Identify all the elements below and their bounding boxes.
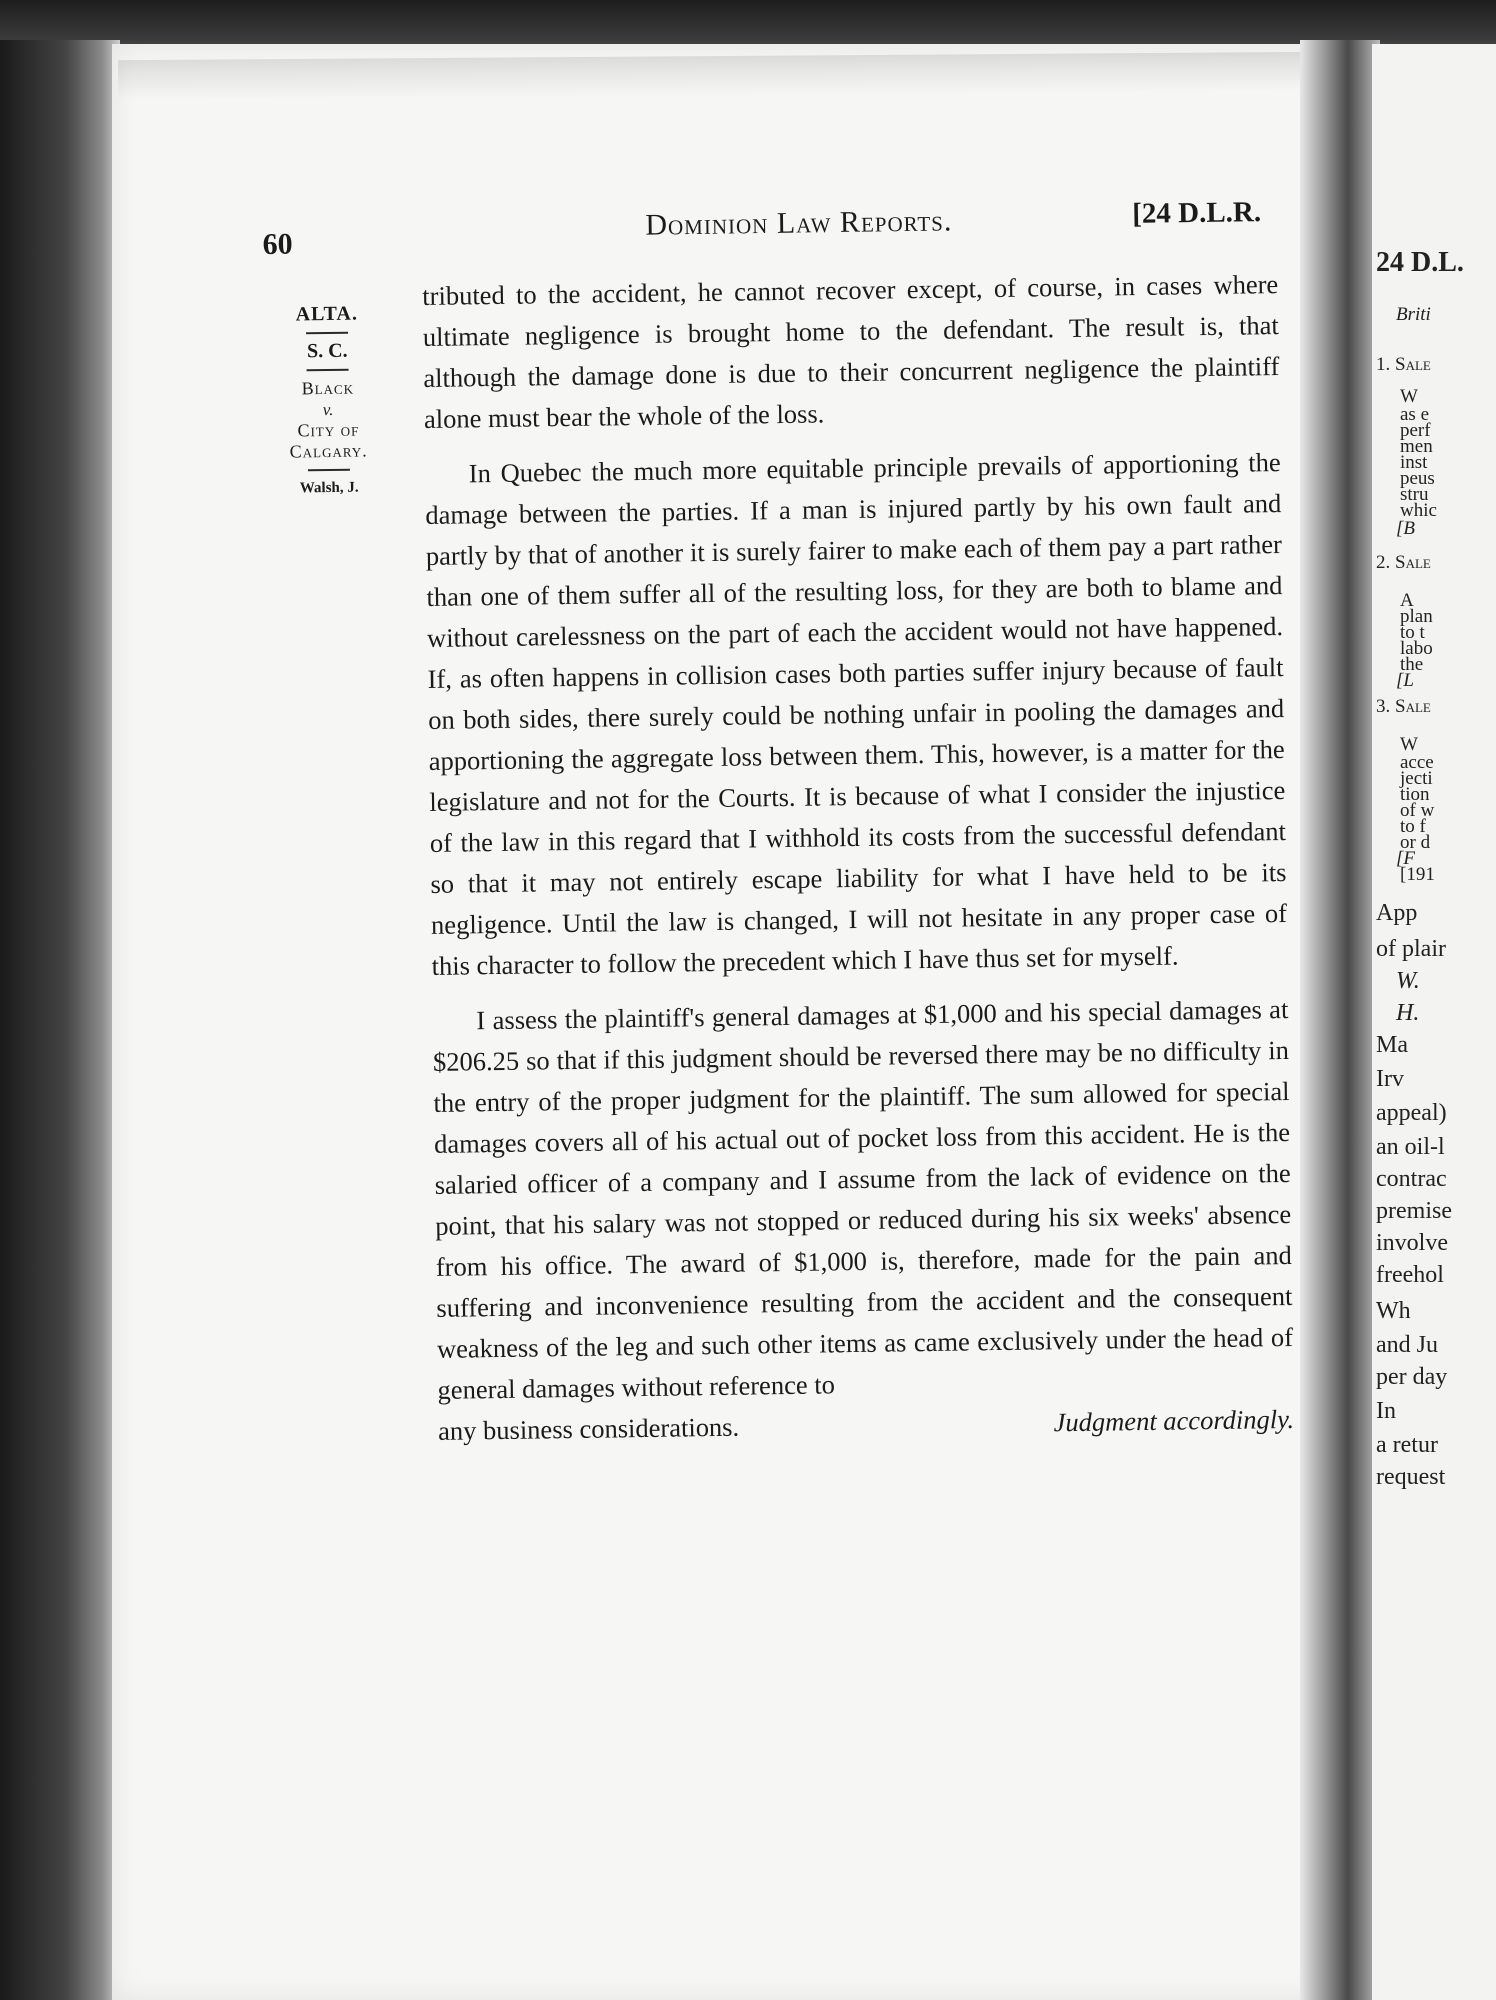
facing-line: freehol <box>1376 1262 1444 1288</box>
page-right-partial <box>1372 44 1496 2000</box>
facing-line: A <box>1400 590 1414 611</box>
facing-line: W <box>1400 386 1418 407</box>
book-page-stack-edge <box>0 40 120 2000</box>
sidebar-rule <box>306 332 348 335</box>
case-sidebar <box>277 303 380 499</box>
facing-line: an oil-l <box>1376 1134 1445 1160</box>
book-gutter <box>1300 40 1380 2000</box>
facing-line: inst <box>1400 452 1428 473</box>
paragraph-3: I assess the plaintiff's general damages at $1,000 and his special damages at $206.25 so that if this judgment should be reversed there may be no difficulty in the entry of the proper judgment for the plaintiff. The sum allowed for special damages covers all of his actual out of pocket loss from this accident. He is the salaried officer of a company and I assume from the lack of evidence on the point, that his salary was not stopped or reduced during his six weeks' absence from his office. The award of $1,000 is, therefore, made for the pain and suffering and inconvenience resulting from the accident and the consequent weakness of the leg and such other items as came exclusively under the head of general damages without reference to <box>432 993 1294 1405</box>
facing-line: jecti <box>1400 768 1433 789</box>
facing-line: [B <box>1396 518 1415 539</box>
page-curl-shadow <box>118 52 1328 100</box>
sidebar-rule <box>307 369 349 372</box>
facing-line: a retur <box>1376 1432 1438 1458</box>
facing-line: stru <box>1400 484 1429 505</box>
facing-line: W <box>1400 734 1418 755</box>
paragraph-2: In Quebec the much more equitable principle prevails of apportioning the damage between the parties. If a man is injured partly by his own fault and partly by that of another it is surely fairer to make each of them pay a part rather than one of them suffer all of the resulting loss, for they are both to blame and without carelessness on the part of each the accident would not have happened. If, as often happens in collision cases both parties suffer injury because of fault on both sides, there surely could be nothing unfair in pooling the damages and apportioning the aggregate loss between them. This, however, is a matter for the legislature and not for the Courts. It is because of what I consider the injustice of the law in this regard that I withhold its costs from the successful defendant so that it may not entirely escape liability for what I have held to be its negligence. Until the law is changed, I will not hesitate in any proper case of this character to follow the precedent which I have thus set for myself. <box>425 447 1288 981</box>
facing-line: request <box>1376 1464 1446 1490</box>
sidebar-division: S. C. <box>306 339 348 363</box>
judgment-accordingly: Judgment accordingly. <box>1053 1403 1295 1438</box>
facing-line: men <box>1400 436 1433 457</box>
sidebar-judge: Walsh, J. <box>299 479 359 497</box>
facing-line: Ma <box>1376 1032 1408 1058</box>
facing-line: the <box>1400 654 1424 675</box>
facing-line: and Ju <box>1376 1332 1438 1358</box>
facing-line: [F <box>1396 848 1415 869</box>
facing-running-head: 24 D.L. <box>1376 247 1464 278</box>
facing-line: H. <box>1396 1000 1420 1026</box>
facing-line: acce <box>1400 752 1434 773</box>
facing-line: to f <box>1400 816 1426 837</box>
facing-line: of w <box>1400 800 1435 821</box>
facing-line: 3. Sale <box>1376 696 1431 717</box>
sidebar-party-2-line-1: City of <box>297 419 360 441</box>
facing-line: In <box>1376 1398 1396 1424</box>
closing-text: any business considerations. <box>437 1411 740 1446</box>
paragraph-1: tributed to the accident, he cannot recover except, of course, in cases where ultimate negligence is brought home to the defendant. The result is, that although the damage done is due to their concurrent negligence the plaintiff alone must bear the whole of the loss. <box>422 269 1280 434</box>
facing-line: plan <box>1400 606 1433 627</box>
facing-line: premise <box>1376 1198 1452 1224</box>
sidebar-versus: v. <box>322 399 334 420</box>
sidebar-party-1: Black <box>301 377 355 399</box>
journal-title: Dominion Law Reports. <box>645 204 953 242</box>
sidebar-court: ALTA. <box>295 302 359 326</box>
facing-line: contrac <box>1376 1166 1447 1192</box>
facing-line: Irv <box>1376 1066 1404 1092</box>
sidebar-rule <box>308 469 350 472</box>
facing-line: of plair <box>1376 936 1446 962</box>
facing-line: 1. Sale <box>1376 354 1431 375</box>
facing-line: [191 <box>1400 864 1435 885</box>
facing-line: [L <box>1396 670 1414 691</box>
facing-line: as e <box>1400 404 1430 425</box>
facing-line: 2. Sale <box>1376 552 1431 573</box>
facing-line: per day <box>1376 1364 1448 1390</box>
facing-line: tion <box>1400 784 1430 805</box>
page-number: 60 <box>262 227 293 261</box>
facing-line: App <box>1376 900 1418 926</box>
judgment-text <box>422 264 1294 1452</box>
facing-line: involve <box>1376 1230 1448 1256</box>
facing-line: Briti <box>1396 304 1431 325</box>
facing-line: perf <box>1400 420 1431 441</box>
facing-line: W. <box>1396 968 1420 994</box>
facing-line: labo <box>1400 638 1433 659</box>
facing-line: or d <box>1400 832 1431 853</box>
facing-line: to t <box>1400 622 1425 643</box>
volume-citation: [24 D.L.R. <box>1131 196 1262 230</box>
facing-line: peus <box>1400 468 1435 489</box>
sidebar-party-2-line-2: Calgary. <box>289 440 368 462</box>
facing-line: Wh <box>1376 1298 1411 1324</box>
facing-line: whic <box>1400 500 1437 521</box>
facing-line: appeal) <box>1376 1100 1447 1126</box>
